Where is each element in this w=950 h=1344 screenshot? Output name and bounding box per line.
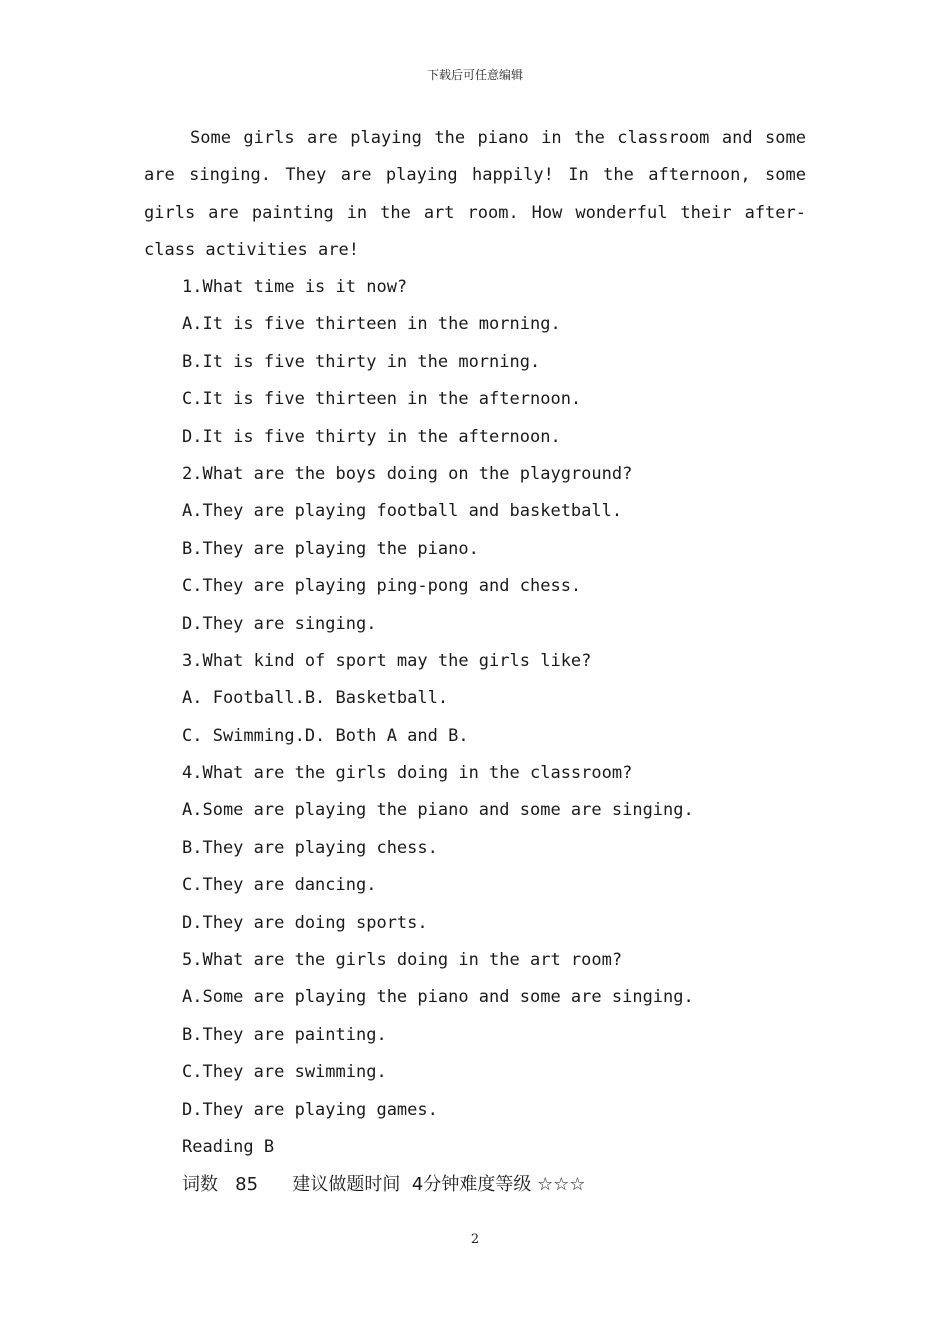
question-1: 1.What time is it now? [182, 277, 408, 297]
option-5d: D.They are playing games. [182, 1099, 438, 1120]
word-count-value: 85 [235, 1174, 259, 1195]
question-4: 4.What are the girls doing in the classroom? [182, 763, 633, 784]
option-4c: C.They are dancing. [182, 875, 377, 896]
option-1a: A.It is five thirteen in the morning. [182, 314, 561, 335]
exercise-info [182, 1166, 585, 1203]
option-5a: A.Some are playing the piano and some are singing. [182, 987, 694, 1008]
option-2b: B.They are playing the piano. [182, 538, 479, 559]
time-label: 建议做题时间 [292, 1174, 401, 1195]
question-3: 3.What kind of sport may the girls like? [182, 650, 592, 671]
option-3ab: A. Football.B. Basketball. [182, 688, 449, 709]
option-1c: C.It is five thirteen in the afternoon. [182, 389, 582, 410]
option-2d: D.They are singing. [182, 613, 377, 634]
option-4d: D.They are doing sports. [182, 912, 428, 933]
option-4a: A.Some are playing the piano and some are singing. [182, 800, 694, 821]
page-header: 下载后可任意编辑 [426, 68, 523, 82]
option-4b: B.They are playing chess. [182, 837, 438, 858]
option-5b: B.They are painting. [182, 1024, 387, 1045]
question-2: 2.What are the boys doing on the playground? [182, 463, 633, 484]
option-3cd: C. Swimming.D. Both A and B. [182, 725, 469, 746]
word-count-label: 词数 [182, 1174, 218, 1195]
time-value: 4分钟 [411, 1174, 460, 1195]
page-number: 2 [470, 1232, 480, 1247]
section-heading-reading-b: Reading B [182, 1136, 275, 1157]
question-5: 5.What are the girls doing in the art room? [182, 950, 623, 971]
star-icon: ☆☆☆ [537, 1174, 586, 1195]
option-2a: A.They are playing football and basketball. [182, 501, 623, 522]
question-list [182, 269, 822, 1166]
option-2c: C.They are playing ping-pong and chess. [182, 576, 582, 597]
option-1d: D.It is five thirty in the afternoon. [182, 426, 561, 447]
reading-passage: Some girls are playing the piano in the classroom and some are singing. They are playing happily! In the afternoon, some girls are painting in the art room. How wonderful their after-class activities are! [144, 128, 806, 261]
option-5c: C.They are swimming. [182, 1062, 387, 1083]
option-1b: B.It is five thirty in the morning. [182, 351, 541, 372]
level-label: 难度等级 [459, 1174, 532, 1195]
